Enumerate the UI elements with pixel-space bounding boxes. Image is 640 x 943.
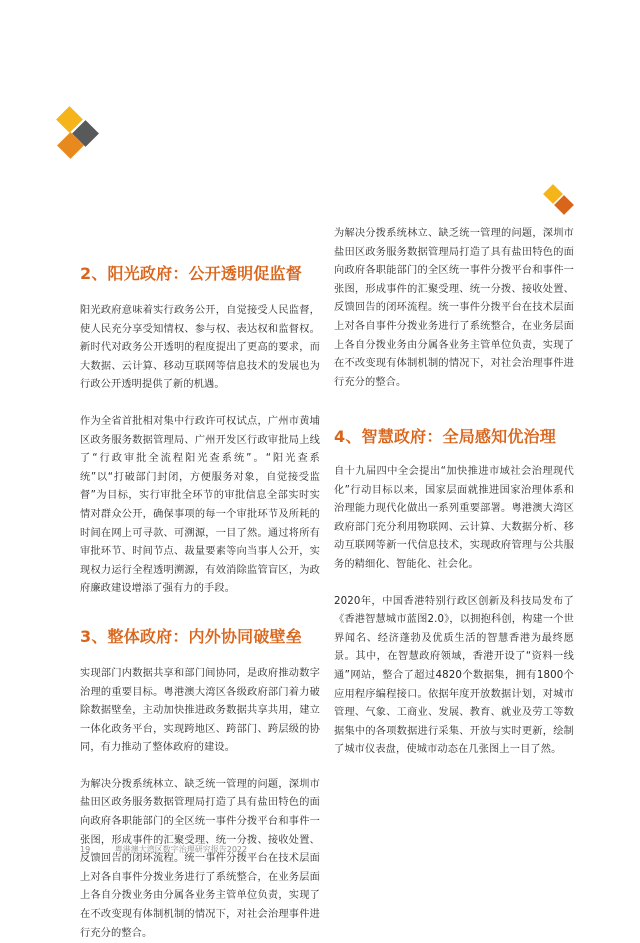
page-footer: [80, 844, 269, 855]
section-paragraph: 自十九届四中全会提出“加快推进市域社会治理现代化”行动目标以来，国家层面就推进国家治理体系和治理能力现代化做出一系列重要部署。粤港澳大湾区政府部门充分利用物联网、云计算、大数据分析、移动互联网等新一代信息技术，实现政府管理与公共服务的精细化、智能化、社会化。: [334, 466, 574, 570]
page-number: 19: [80, 845, 91, 854]
decorative-diamonds-top-right: [540, 183, 580, 223]
section-heading-sunshine-government: 2、阳光政府：公开透明促监督: [80, 264, 302, 283]
section-paragraph: 作为全省首批相对集中行政许可权试点，广州市黄埔区政务服务数据管理局、广州开发区行政审批局上线了“行政审批全流程阳光查系统”。“阳光查系统”以“打破部门封闭，方便服务对象，自觉接受监督”为目标，实行审批全环节的审批信息全部实时实情对群众公开，确保事项的每一个审批环节及所耗的时间在网上可寻款、可溯源，一目了然。通过将所有审批环节、时间节点、裁量要素等向当事人公开，实现权力运行全程透明溯源，有效消除监管盲区，为政府廉政建设增添了强有力的手段。: [80, 415, 320, 595]
section-paragraph: 实现部门内数据共享和部门间协同，是政府推动数字治理的重要目标。粤港澳大湾区各级政府部门着力破除数据壁垒，主动加快推进政务数据共享共用，建立一体化政务平台，实现跨地区、跨部门、跨层级的协同，有力推动了整体政府的建设。: [80, 667, 320, 754]
section-paragraph-continued: 为解决分拨系统林立、缺乏统一管理的问题，深圳市盐田区政务服务数据管理局打造了具有盐田特色的面向政府各职能部门的全区统一事件分拨平台和事件一张图，形成事件的汇聚受理、统一分拨、接收处置、反馈回告的闭环流程。统一事件分拨平台在技术层面上对各自事件分拨业务进行了系统整合，在业务层面上各自分拨业务由分属各业务主管单位负责，实现了在不改变现有体制机制的情况下，对社会治理事件进行充分的整合。: [334, 228, 574, 388]
right-column: [334, 228, 574, 760]
section-heading-holistic-government: 3、整体政府：内外协同破壁垒: [80, 626, 302, 646]
section-paragraph: 为解决分拨系统林立、缺乏统一管理的问题，深圳市盐田区政务服务数据管理局打造了具有盐田特色的面向政府各职能部门的全区统一事件分拨平台和事件一张图，形成事件的汇聚受理、统一分拨、接收处置、反馈回告的闭环流程。统一事件分拨平台在技术层面上对各自事件分拨业务进行了系统整合，在业务层面上各自分拨业务由分属各业务主管单位负责，实现了在不改变现有体制机制的情况下，对社会治理事件进行充分的整合。: [80, 778, 320, 939]
section-paragraph: 2020年，中国香港特别行政区创新及科技局发布了《香港智慧城市蓝图2.0》，以拥抱科创，构建一个世界闻名、经济蓬勃及优质生活的智慧香港为最终愿景。其中，在智慧政府领域，香港开设了“资料一线通”网站，整合了超过4820个数据集，拥有1800个应用程序编程接口。依据年度开放数据计划，对城市管理、气象、工商业、发展、教育、就业及劳工等数据集中的各项数据进行采集、开放与实时更新，绘制了城市仪表盘，使城市动态在几张图上一目了然。: [334, 595, 574, 756]
section-paragraph: 阳光政府意味着实行政务公开，自觉接受人民监督，使人民充分享受知情权、参与权、表达权和监督权。新时代对政务公开透明的程度提出了更高的要求，而大数据、云计算、移动互联网等信息技术的发展也为行政公开透明提供了新的机遇。: [80, 305, 320, 391]
split-paragraph-part-2: [334, 228, 574, 411]
report-title: 粤港澳大湾区数字治理研究报告2022: [114, 845, 248, 854]
decorative-diamonds-top-left: [50, 100, 100, 170]
section-heading-smart-government: 4、智慧政府：全局感知优治理: [334, 427, 556, 446]
